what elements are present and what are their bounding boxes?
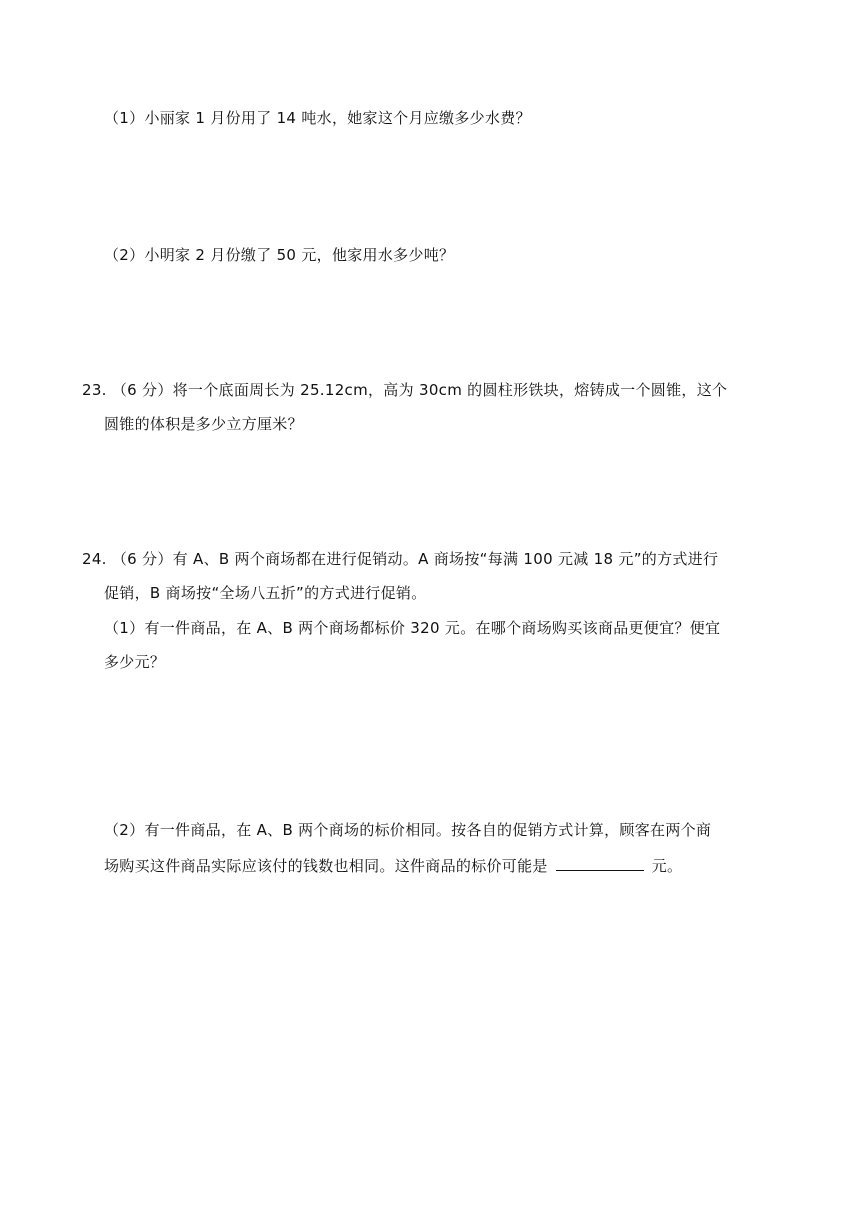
q24-text-line2: 促销，B 商场按“全场八五折”的方式进行促销。: [104, 584, 427, 602]
q23-text-line2: 圆锥的体积是多少立方厘米？: [104, 415, 303, 433]
q24-part1-line1: （1）有一件商品，在 A、B 两个商场都标价 320 元。在哪个商场购买该商品更便宜？便宜: [104, 619, 721, 637]
q22-part2-text: （2）小明家 2 月份缴了 50 元，他家用水多少吨？: [104, 246, 455, 264]
q24-part2-line2-suffix: 元。: [651, 857, 683, 875]
q24-text-line1: 24. （6 分）有 A、B 两个商场都在进行促销动。A 商场按“每满 100 元减 18 元”的方式进行: [82, 550, 719, 568]
q24-part1-line2: 多少元？: [104, 653, 166, 671]
q22-part1-text: （1）小丽家 1 月份用了 14 吨水，她家这个月应缴多少水费？: [104, 109, 531, 127]
q23-text-line1: 23. （6 分）将一个底面周长为 25.12cm，高为 30cm 的圆柱形铁块，熔铸成一个圆锥，这个: [82, 381, 728, 399]
q24-part2-line2-prefix: 场购买这件商品实际应该付的钱数也相同。这件商品的标价可能是: [104, 857, 548, 875]
q24-part2-line2: [104, 854, 682, 876]
answer-blank[interactable]: [556, 854, 644, 871]
q24-part2-line1: （2）有一件商品，在 A、B 两个商场的标价相同。按各自的促销方式计算，顾客在两个商: [104, 821, 712, 839]
